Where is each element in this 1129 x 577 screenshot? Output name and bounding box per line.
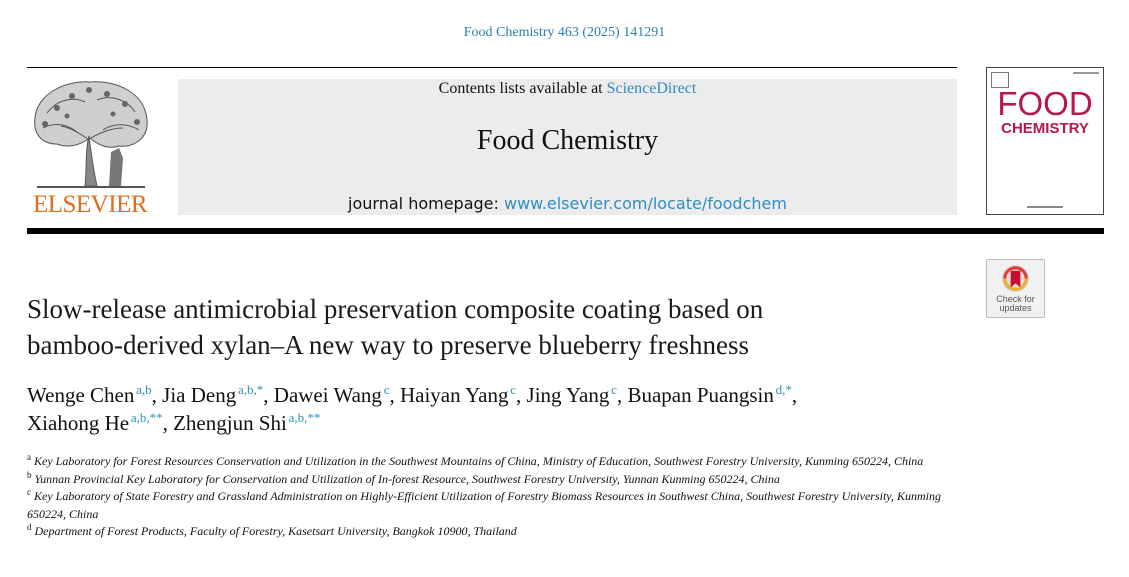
author-hyang: Haiyan Yang $^c$, [399,382,527,407]
contents-prefix: Contents lists available at [438,80,603,97]
citation-text[interactable]: Food Chemistry 463 (2025) 141291 [463,25,666,40]
journal-cover-thumbnail[interactable] [986,67,1104,215]
homepage-prefix: journal homepage: [348,194,499,213]
elsevier-logo [27,78,153,218]
author-list [27,381,987,437]
affiliation-d: $^d$ Department of Forest Products, Faculty of Forestry, Kasetsart University, Bangkok 10900, Thailand [27,522,517,538]
author-affil-sup[interactable]: c [383,382,390,397]
affiliation-c: $^c$ Key Laboratory of State Forestry and Grassland Administration on Highly-Efficient Utilization of Forestry Biomass Resources in Southwest China, Southwest Forestry University, Kunming 650224, China [27,487,941,521]
cover-issue-mark [1073,72,1099,74]
affiliation-a: $^a$ Key Laboratory for Forest Resources Conservation and Utilization in the Southwest Mountains of China, Ministry of Education, Southwest Forestry University, Kunming 650224, China [27,452,924,468]
updates-line1: Check for [996,294,1035,304]
author-he: Xiahong He $^{a,b,**}$, [27,410,174,435]
cover-title-chemistry: CHEMISTRY [1001,120,1089,137]
check-for-updates-button[interactable] [986,259,1045,318]
author-shi: Zhengjun Shi $^{a,b,**}$ [173,410,321,435]
cover-title-food: FOOD [997,85,1093,122]
journal-banner [178,79,957,215]
journal-citation[interactable] [0,25,1129,41]
author-affil-sup[interactable]: a,b,** [288,410,321,425]
author-puangsin: Buapan Puangsin $^{d,*}$, [627,382,798,407]
author-deng: Jia Deng $^{a,b,*}$, [162,382,274,407]
author-chen: Wenge Chen $^{a,b}$, [27,382,163,407]
author-affil-sup[interactable]: c [611,382,617,397]
bookmark-refresh-icon [1001,264,1030,293]
check-for-updates-label [987,295,1044,313]
author-affil-sup[interactable]: a,b,* [238,382,264,397]
author-affil-sup[interactable]: a,b [136,382,152,397]
elsevier-tree-icon [27,78,153,190]
affiliation-list [27,453,957,541]
title-line-2: bamboo-derived xylan–A new way to preserve blueberry freshness [27,330,750,360]
top-divider [27,67,957,68]
contents-line [178,79,957,99]
affiliation-b: $^b$ Yunnan Provincial Key Laboratory for Conservation and Utilization of In-forest Resource, Southwest Forestry University, Yunnan Kunming 650224, China [27,469,780,486]
title-line-1: Slow-release antimicrobial preservation composite coating based on [27,294,764,324]
homepage-link[interactable]: www.elsevier.com/locate/foodchem [504,194,787,213]
journal-title: Food Chemistry [476,125,659,156]
author-affil-sup[interactable]: a,b,** [130,410,163,425]
author-wang: Dawei Wang $^c$, [273,382,400,407]
header-divider [27,228,1104,234]
elsevier-wordmark: ELSEVIER [32,191,148,218]
author-jyang: Jing Yang $^c$, [526,382,628,407]
author-affil-sup[interactable]: d,* [775,382,792,397]
article-title [27,291,967,363]
author-affil-sup[interactable]: c [510,382,517,397]
cover-footer-mark [1027,206,1063,208]
updates-line2: updates [999,303,1032,313]
sciencedirect-link[interactable]: ScienceDirect [606,80,697,97]
homepage-line [178,194,957,214]
